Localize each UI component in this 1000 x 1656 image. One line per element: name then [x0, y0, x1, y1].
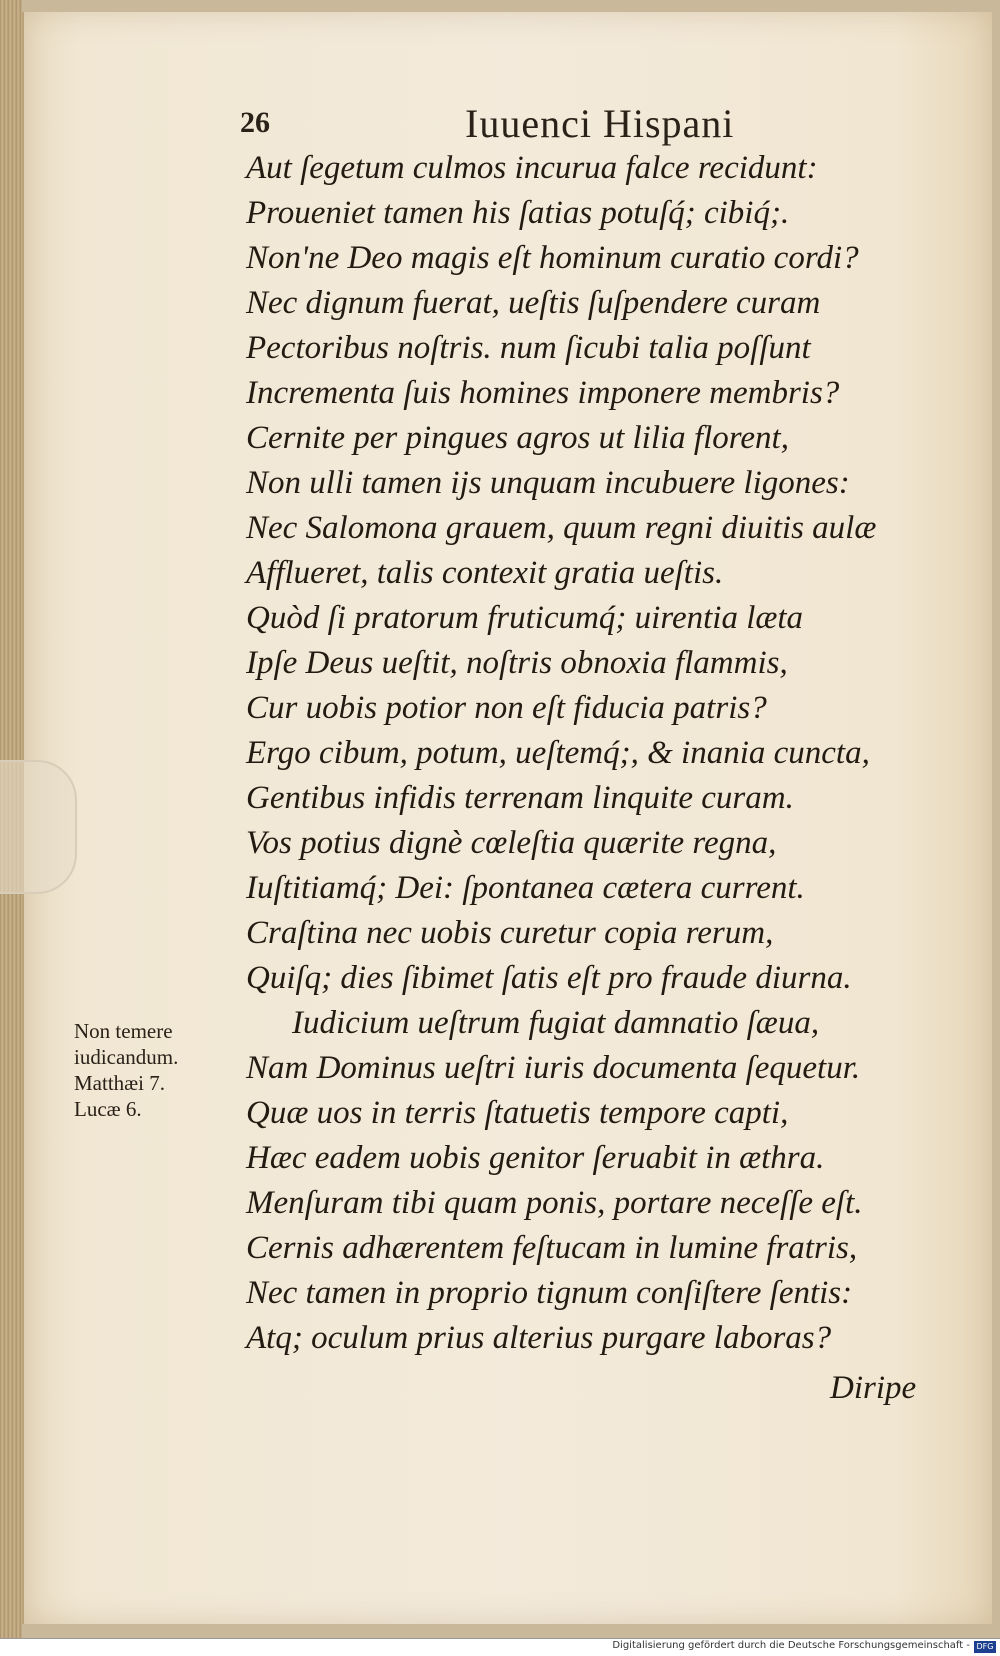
marginal-note-line: Matthæi 7.	[74, 1071, 166, 1095]
verse-line: Menſuram tibi quam ponis, portare neceſſe eſt.	[246, 1185, 863, 1221]
dfg-logo: DFG	[974, 1641, 996, 1653]
page-header	[240, 100, 800, 146]
verse-line: Nam Dominus ueſtri iuris documenta ſequetur.	[246, 1050, 861, 1086]
catchword: Diripe	[830, 1370, 917, 1406]
verse-line: Cernite per pingues agros ut lilia florent,	[246, 420, 789, 456]
marginal-note	[74, 1018, 234, 1122]
verse-line: Cernis adhærentem feſtucam in lumine fratris,	[246, 1230, 858, 1266]
verse-line: Atq; oculum prius alterius purgare laboras?	[246, 1320, 832, 1356]
verse-text-block	[246, 146, 946, 1361]
verse-line: Incrementa ſuis homines imponere membris?	[246, 375, 840, 411]
marginal-note-line: iudicandum.	[74, 1045, 179, 1069]
verse-line: Vos potius dignè cœleſtia quærite regna,	[246, 825, 777, 861]
verse-line: Pectoribus noſtris. num ſicubi talia poſſunt	[246, 330, 811, 366]
verse-line: Nec Salomona grauem, quum regni diuitis aulæ	[246, 510, 877, 546]
running-title: Iuuenci Hispani	[465, 101, 735, 146]
marginal-note-line: Non temere	[74, 1019, 173, 1043]
verse-line: Craſtina nec uobis curetur copia rerum,	[246, 915, 774, 951]
verse-line: Nec dignum fuerat, ueſtis ſuſpendere curam	[246, 285, 821, 321]
digitization-credit: Digitalisierung gefördert durch die Deutsche Forschungsgemeinschaft -	[612, 1640, 970, 1651]
verse-line: Gentibus infidis terrenam linquite curam.	[246, 780, 794, 816]
verse-line: Quiſq; dies ſibimet ſatis eſt pro fraude diurna.	[246, 960, 852, 996]
verse-line: Ergo cibum, potum, ueſtemq́;, & inania cuncta,	[246, 735, 870, 771]
verse-line: Iudicium ueſtrum fugiat damnatio ſæua,	[292, 1005, 820, 1041]
verse-line: Non ulli tamen ijs unquam incubuere ligones:	[246, 465, 850, 501]
verse-line: Nec tamen in proprio tignum conſiſtere ſentis:	[246, 1275, 853, 1311]
verse-line: Aut ſegetum culmos incurua falce recidunt:	[246, 150, 818, 186]
verse-line: Afflueret, talis contexit gratia ueſtis.	[246, 555, 724, 591]
page-tab-mark	[0, 760, 77, 894]
verse-line: Quòd ſi pratorum fruticumq́; uirentia læta	[246, 600, 804, 636]
verse-line: Ipſe Deus ueſtit, noſtris obnoxia flammis,	[246, 645, 788, 681]
verse-line: Cur uobis potior non eſt fiducia patris?	[246, 690, 767, 726]
verse-line: Iuſtitiamq́; Dei: ſpontanea cætera current.	[246, 870, 805, 906]
verse-line: Quæ uos in terris ſtatuetis tempore capti,	[246, 1095, 789, 1131]
page-number: 26	[240, 106, 270, 139]
marginal-note-line: Lucæ 6.	[74, 1097, 142, 1121]
verse-line: Proueniet tamen his ſatias potuſq́; cibiq́;.	[246, 195, 790, 231]
verse-line: Non'ne Deo magis eſt hominum curatio cordi?	[246, 240, 859, 276]
verse-line: Hæc eadem uobis genitor ſeruabit in æthra.	[246, 1140, 825, 1176]
